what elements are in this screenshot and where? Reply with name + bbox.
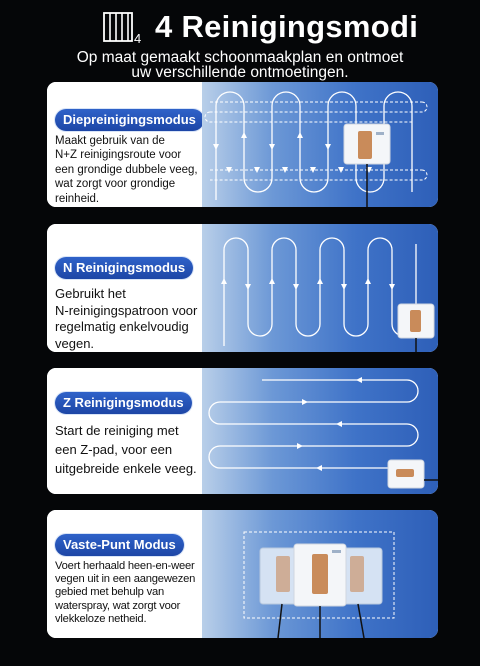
description-line: N-reinigingspatroon voor xyxy=(55,302,198,318)
mode-description xyxy=(55,421,197,478)
description-line: uitgebreide enkele veeg. xyxy=(55,461,197,476)
nz-route-illustration xyxy=(202,82,438,207)
z-route-illustration xyxy=(202,368,438,494)
description-line: Voert herhaald heen-en-weer xyxy=(55,560,195,572)
mode-card-fixed-point xyxy=(47,510,438,638)
description-line: vegen. xyxy=(55,335,95,351)
header xyxy=(0,0,480,82)
description-line: Start de reiniging met xyxy=(55,423,179,438)
mode-badge: Z Reinigingsmodus xyxy=(55,392,192,414)
mode-badge: Vaste-Punt Modus xyxy=(55,534,184,556)
description-line: gebied met behulp van xyxy=(55,586,165,599)
window-robot-icon xyxy=(388,460,438,488)
n-route-icon xyxy=(202,224,438,352)
mode-card-text xyxy=(47,510,202,638)
description-line: Maakt gebruik van de xyxy=(55,135,165,147)
window-robot-icon xyxy=(398,304,434,352)
mode-description xyxy=(55,286,197,352)
description-line: vlekkeloze netheid. xyxy=(55,612,147,625)
mode-card-n-mode xyxy=(47,224,438,352)
subtitle-line: Op maat gemaakt schoonmaakplan en ontmoet xyxy=(76,49,404,66)
subtitle-line: uw verschillende ontmoetingen. xyxy=(131,64,349,81)
page-subtitle xyxy=(0,50,480,80)
mode-description xyxy=(55,134,198,206)
nz-route-icon xyxy=(202,82,438,207)
description-line: N+Z reinigingsroute voor xyxy=(55,149,182,162)
mode-card-deep-cleaning xyxy=(47,82,438,207)
grid-4-icon xyxy=(103,12,143,44)
mode-badge: Diepreinigingsmodus xyxy=(55,109,204,131)
mode-description xyxy=(55,560,195,626)
logo-digit: 4 xyxy=(134,31,142,44)
n-route-illustration xyxy=(202,224,438,352)
description-line: regelmatig enkelvoudig xyxy=(55,319,189,334)
description-line: reinheid. xyxy=(55,192,100,205)
description-line: vegen uit in een aangewezen xyxy=(55,573,196,586)
fixed-point-icon xyxy=(202,510,438,638)
window-robot-icon xyxy=(344,124,390,207)
window-robot-icon xyxy=(260,544,382,638)
description-line: waterspray, wat zorgt voor xyxy=(55,599,181,612)
mode-card-text xyxy=(47,82,202,207)
fixed-point-illustration xyxy=(202,510,438,638)
z-route-icon xyxy=(202,368,438,494)
mode-card-text xyxy=(47,368,202,494)
page-title: 4 Reinigingsmodi xyxy=(155,9,419,44)
mode-card-z-mode xyxy=(47,368,438,494)
description-line: een Z-pad, voor een xyxy=(55,442,173,457)
mode-card-text xyxy=(47,224,202,352)
mode-badge: N Reinigingsmodus xyxy=(55,257,193,279)
description-line: Gebruikt het xyxy=(55,286,126,301)
description-line: wat zorgt voor grondige xyxy=(55,178,176,191)
description-line: een grondige dubbele veeg, xyxy=(55,163,198,176)
